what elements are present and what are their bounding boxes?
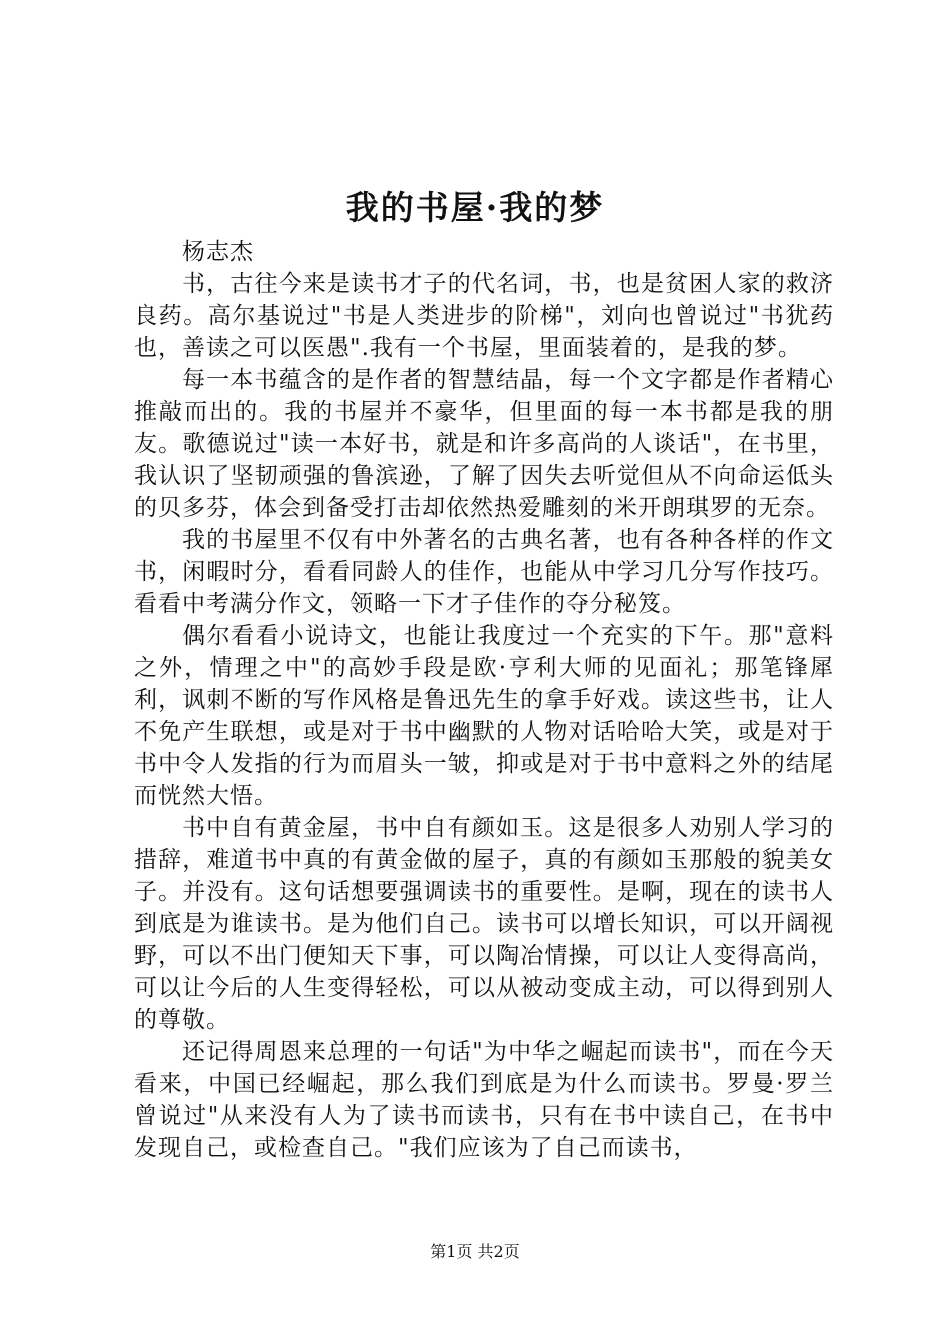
paragraph-4: 偶尔看看小说诗文，也能让我度过一个充实的下午。那"意料之外，情理之中"的高妙手段是欧·亨利大师的见面礼；那笔锋犀利，讽刺不断的写作风格是鲁迅先生的拿手好戏。读这些书，让人不免产生联想，或是对于书中幽默的人物对话哈哈大笑，或是对于书中令人发指的行为而眉头一皱，抑或是对于书中意料之外的结尾而恍然大悟。: [134, 623, 834, 809]
paragraph-2: 每一本书蕴含的是作者的智慧结晶，每一个文字都是作者精心推敲而出的。我的书屋并不豪华，但里面的每一本书都是我的朋友。歌德说过"读一本好书，就是和许多高尚的人谈话"，在书里，我认识了坚韧顽强的鲁滨逊，了解了因失去听觉但从不向命运低头的贝多芬，体会到备受打击却依然热爱雕刻的米开朗琪罗的无奈。: [134, 367, 834, 521]
page-number-footer: 第1页 共2页: [430, 1242, 520, 1261]
document-title: 我的书屋·我的梦: [345, 188, 605, 227]
author-name: 杨志杰: [182, 239, 254, 265]
paragraph-3: 我的书屋里不仅有中外著名的古典名著，也有各种各样的作文书，闲暇时分，看看同龄人的佳作，也能从中学习几分写作技巧。看看中考满分作文，领略一下才子佳作的夺分秘笈。: [134, 527, 834, 617]
paragraph-6: 还记得周恩来总理的一句话"为中华之崛起而读书"，而在今天看来，中国已经崛起，那么我们到底是为什么而读书。罗曼·罗兰曾说过"从来没有人为了读书而读书，只有在书中读自己，在书中发现自己，或检查自己。"我们应该为了自己而读书，: [134, 1039, 834, 1161]
paragraph-5: 书中自有黄金屋，书中自有颜如玉。这是很多人劝别人学习的措辞，难道书中真的有黄金做的屋子，真的有颜如玉那般的貌美女子。并没有。这句话想要强调读书的重要性。是啊，现在的读书人到底是为谁读书。是为他们自己。读书可以增长知识，可以开阔视野，可以不出门便知天下事，可以陶冶情操，可以让人变得高尚，可以让今后的人生变得轻松，可以从被动变成主动，可以得到别人的尊敬。: [134, 815, 834, 1033]
document-body: [134, 236, 834, 1164]
paragraph-1: 书，古往今来是读书才子的代名词，书，也是贫困人家的救济良药。高尔基说过"书是人类进步的阶梯"，刘向也曾说过"书犹药也，善读之可以医愚".我有一个书屋，里面装着的，是我的梦。: [134, 271, 834, 361]
